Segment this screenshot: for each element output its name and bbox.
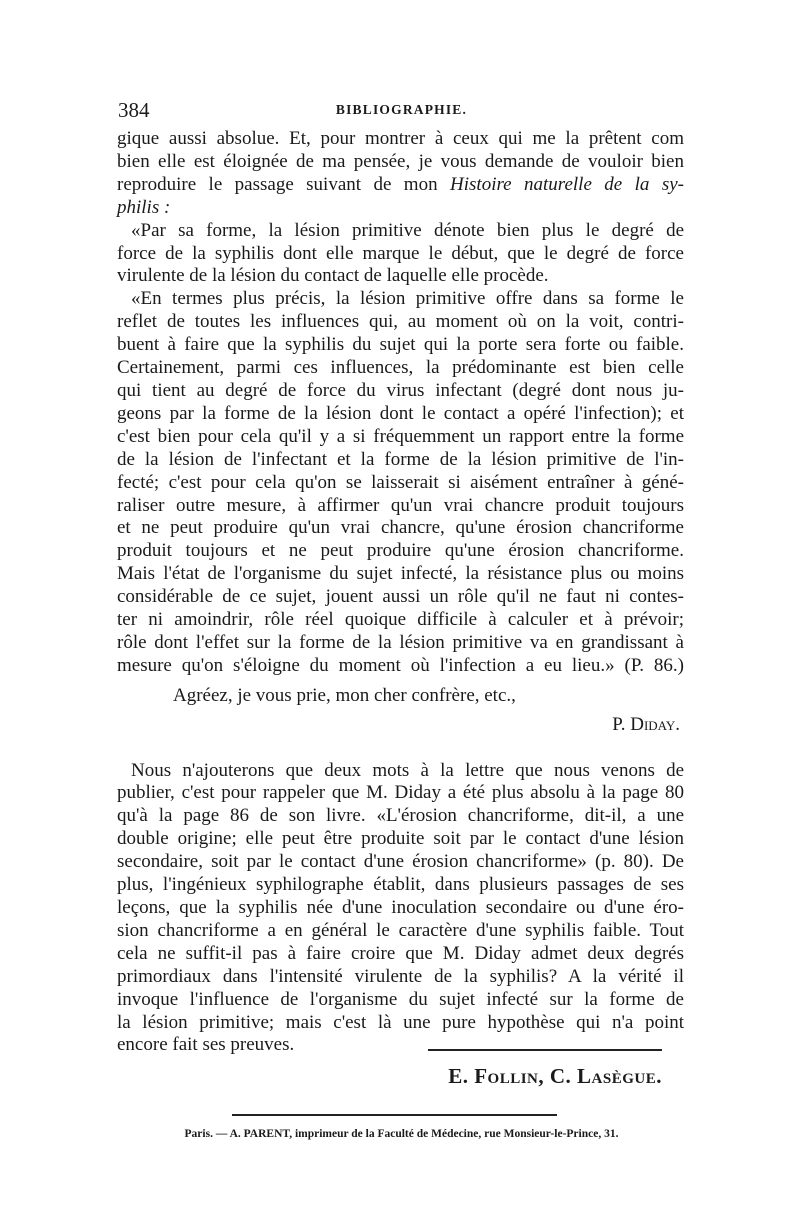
divider-rule: [232, 1114, 557, 1116]
text-line: sion chancriforme a en général le caractère d'une syphilis faible. Tout: [117, 919, 684, 941]
text-line: cela ne suffit-il pas à faire croire que M. Diday admet deux degrés: [117, 942, 684, 964]
quote-line: geons par la forme de la lésion dont le contact a opéré l'infection); et: [117, 402, 684, 424]
text-line: leçons, que la syphilis née d'une inoculation secondaire ou d'une éro-: [117, 897, 684, 918]
quote-line: de la lésion de l'infectant et la forme de la lésion primitive de l'in-: [117, 448, 684, 470]
running-head: BIBLIOGRAPHIE.: [335, 102, 468, 117]
text-line: publier, c'est pour rappeler que M. Diday a été plus absolu à la page 80: [117, 782, 684, 804]
page-number: 384: [118, 98, 150, 122]
quote-line: virulente de la lésion du contact de laquelle elle procède.: [117, 265, 549, 287]
text-line: qu'à la page 86 de son livre. «L'érosion chancriforme, dit-il, a une: [117, 805, 684, 827]
text-line: Nous n'ajouterons que deux mots à la lettre que nous venons de: [131, 759, 684, 781]
quote-line: fecté; c'est pour cela qu'on se laisserait si aisément entraîner à géné-: [117, 471, 684, 493]
quote-line: qui tient au degré de force du virus infectant (degré dont nous ju-: [117, 379, 684, 401]
quote-line: ter ni amoindrir, rôle réel quoique difficile à calculer et à prévoir;: [117, 609, 684, 631]
text-line: bien elle est éloignée de ma pensée, je vous demande de vouloir bien: [117, 150, 684, 172]
text-line: double origine; elle peut être produite soit par le contact d'une lésion: [117, 828, 684, 850]
text-line: encore fait ses preuves.: [117, 1034, 295, 1056]
book-title: Histoire naturelle de la sy-: [450, 173, 684, 195]
divider-rule: [428, 1049, 662, 1051]
text-line: [117, 174, 684, 197]
letter-signature: P. Diday.: [612, 713, 680, 735]
authors-signature: E. Follin, C. Lasègue.: [448, 1064, 662, 1088]
quote-line: raliser outre mesure, à affirmer qu'un vrai chancre produit toujours: [117, 494, 684, 516]
text-line: la lésion primitive; mais c'est là une pure hypothèse qui n'a point: [117, 1011, 684, 1033]
quote-line: considérable de ce sujet, jouent aussi un rôle qu'il ne faut ni contes-: [117, 586, 684, 608]
text-line: gique aussi absolue. Et, pour montrer à ceux qui me la prêtent com: [117, 128, 684, 149]
quote-line: produit toujours et ne peut produire qu'une érosion chancriforme.: [117, 540, 684, 562]
quote-line: mesure qu'on s'éloigne du moment où l'infection a eu lieu.» (P. 86.): [117, 654, 684, 676]
quote-line: buent à faire que la syphilis du sujet qui la porte sera forte ou faible.: [117, 334, 684, 356]
quote-line: «En termes plus précis, la lésion primitive offre dans sa forme le: [131, 288, 684, 310]
quote-line: rôle dont l'effet sur la forme de la lésion primitive va en grandissant à: [117, 631, 684, 653]
quote-line: c'est bien pour cela qu'il y a si fréquemment un rapport entre la forme: [117, 425, 684, 447]
quote-line: force de la syphilis dont elle marque le début, que le degré de force: [117, 242, 684, 264]
quote-line: Certainement, parmi ces influences, la prédominante est bien celle: [117, 357, 684, 379]
text-line: primordiaux dans l'intensité virulente de la syphilis? A la vérité il: [117, 965, 684, 987]
text-line: invoque l'influence de l'organisme du sujet infecté sur la forme de: [117, 988, 684, 1010]
text-line: secondaire, soit par le contact d'une érosion chancriforme» (p. 80). De: [117, 851, 684, 873]
quote-line: Mais l'état de l'organisme du sujet infecté, la résistance plus ou moins: [117, 563, 684, 585]
reply-paragraph: [117, 760, 684, 1058]
quote-line: «Par sa forme, la lésion primitive dénote bien plus le degré de: [131, 219, 684, 241]
quote-line: et ne peut produire qu'un vrai chancre, qu'une érosion chancriforme: [117, 517, 684, 539]
quote-line: reflet de toutes les influences qui, au moment où on la voit, contri-: [117, 311, 684, 333]
text-line-start: reproduire le passage suivant de mon: [117, 173, 438, 195]
letter-closing: Agréez, je vous prie, mon cher confrère, etc.,: [173, 684, 516, 706]
body-text: [117, 128, 684, 1057]
text-line: plus, l'ingénieux syphilographe établit, dans plusieurs passages de ses: [117, 874, 684, 896]
text-line: philis :: [117, 196, 171, 218]
printer-imprint: Paris. — A. PARENT, imprimeur de la Faculté de Médecine, rue Monsieur-le-Prince, 31.: [184, 1128, 619, 1140]
page-header: [118, 98, 685, 124]
